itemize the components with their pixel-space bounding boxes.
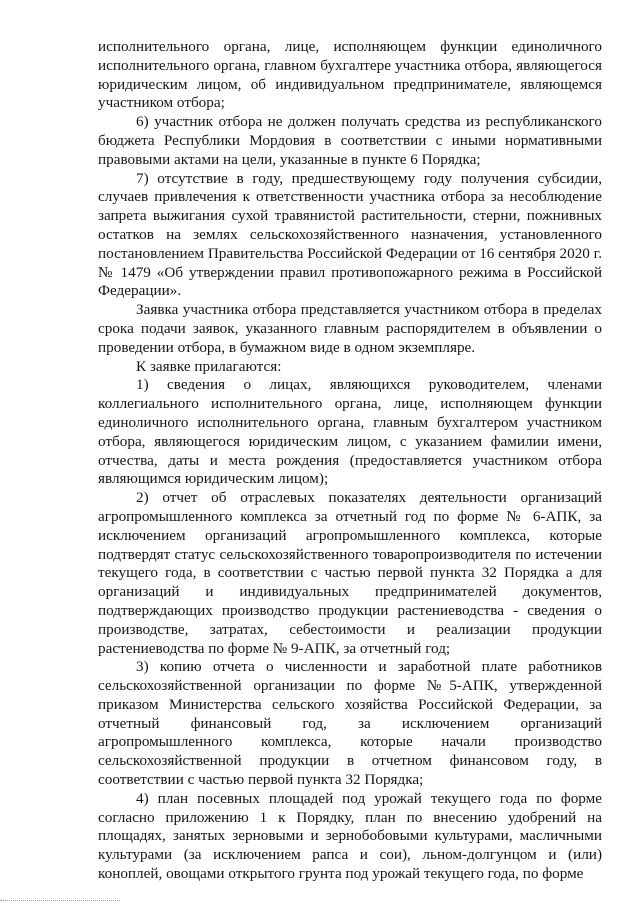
- paragraph-attachment-3: 3) копию отчета о численности и заработной плате работников сельскохозяйственной организации по форме №5-АПК, утвержденной приказом Министерства сельского хозяйства Российской Федерации, за отчетный финансовый год, за исключением организаций агропромышленного комплекса, которые начали производство сельскохозяйственной продукции в отчетном финансовом году, в соответствии с частью первой пункта 32 Порядка;: [98, 658, 602, 789]
- scan-edge-mark: [0, 900, 120, 903]
- paragraph-attachment-1: 1) сведения о лицах, являющихся руководителем, членами коллегиального исполнительного органа, лице, исполняющем функции единоличного исполнительного органа, главным бухгалтером участником отбора, являющегося юридическим лицом, с указанием фамилии имени, отчества, даты и места рождения (предоставляется участником отбора являющимся юридическим лицом);: [98, 376, 602, 488]
- paragraph-attachment-2: 2) отчет об отраслевых показателях деятельности организаций агропромышленного комплекса за отчетный год по форме № 6-АПК, за исключением организаций агропромышленного комплекса, которые подтвердят статус сельскохозяйственного товаропроизводителя по истечении текущего года, в соответствии с частью первой пункта 32 Порядка а для организаций и индивидуальных предпринимателей документов, подтверждающих производство продукции растениеводства - сведения о производстве, затратах, себестоимости и реализации продукции растениеводства по форме № 9-АПК, за отчетный год;: [98, 489, 602, 657]
- paragraph-continuation: исполнительного органа, лице, исполняющем функции единоличного исполнительного органа, главном бухгалтере участника отбора, являющегося юридическим лицом, об индивидуальном предпринимателе, являющемся участником отбора;: [98, 38, 602, 112]
- paragraph-item-7: 7) отсутствие в году, предшествующему году получения субсидии, случаев привлечения к ответственности участника отбора за несоблюдение запрета выжигания сухой травянистой растительности, стерни, пожнивных остатков на землях сельскохозяйственного назначения, установленного постановлением Правительства Российской Федерации от 16 сентября 2020 г. № 1479 «Об утверждении правил противопожарного режима в Российской Федерации».: [98, 169, 602, 300]
- paragraph-item-6: 6) участник отбора не должен получать средства из республиканского бюджета Республики Мордовия в соответствии с иными нормативными правовыми актами на цели, указанные в пункте 6 Порядка;: [98, 113, 602, 168]
- paragraph-attachment-4: 4) план посевных площадей под урожай текущего года по форме согласно приложению 1 к Порядку, план по внесению удобрений на площадях, занятых зерновыми и зернобобовыми культурами, масличными культурами (за исключением рапса и сои), льном-долгунцом и (или) коноплей, овощами открытого грунта под урожай текущего года, по форме: [98, 789, 602, 883]
- paragraph-attachments-intro: К заявке прилагаются:: [136, 357, 282, 375]
- paragraph-application-submission: Заявка участника отбора представляется участником отбора в пределах срока подачи заявок, указанного главным распорядителем в объявлении о проведении отбора, в бумажном виде в одном экземпляре.: [98, 301, 602, 356]
